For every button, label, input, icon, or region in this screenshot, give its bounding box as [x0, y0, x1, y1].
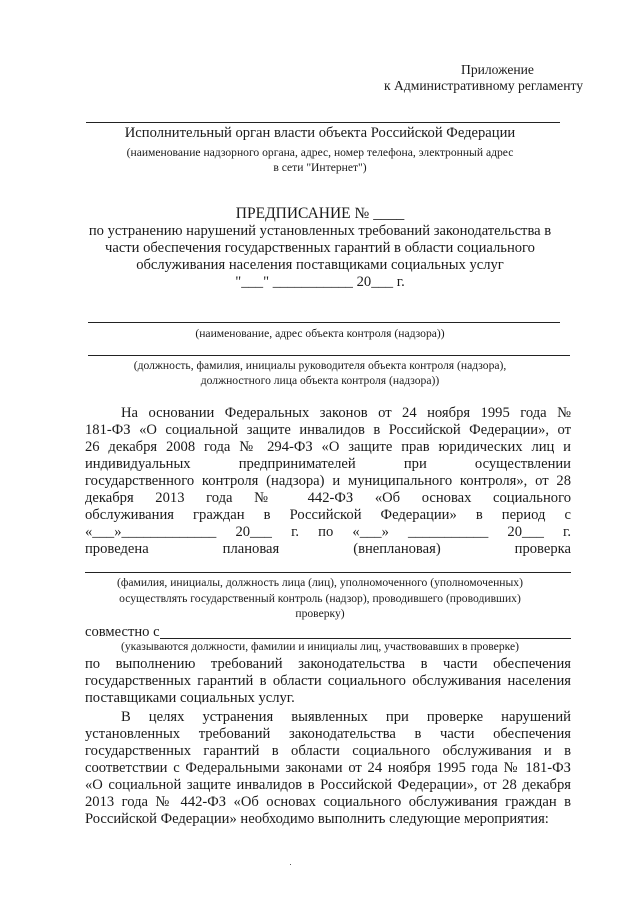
- order-date: "___" ___________ 20___ г.: [235, 274, 405, 290]
- body-p3-line: установленных требований законодательства в части обеспечения: [85, 726, 571, 742]
- jointly-label: совместно с: [85, 624, 160, 640]
- body-p1-line: обслуживания граждан в Российской Федерации» в период с: [85, 507, 571, 523]
- scan-speck: [290, 864, 291, 865]
- participants-note: (указываются должности, фамилии и инициалы лиц, участвовавших в проверке): [121, 640, 519, 653]
- object-head-note-1: (должность, фамилия, инициалы руководителя объекта контроля (надзора),: [133, 359, 507, 372]
- object-name-line: [88, 322, 560, 323]
- body-p2-line: поставщиками социальных услуг.: [85, 690, 295, 706]
- body-p3-line: 2013 года № 442-ФЗ «Об основах социального обслуживания граждан в: [85, 794, 571, 810]
- inspector-note-3: проверку): [295, 607, 345, 620]
- body-p1-line: государственного контроля (надзора) и муниципального контроля», от 28: [85, 473, 571, 489]
- body-p1-line: 26 декабря 2008 года № 294-ФЗ «О защите прав юридических лиц и: [85, 439, 571, 455]
- authority-title: Исполнительный орган власти объекта Российской Федерации: [124, 125, 516, 141]
- body-p3-line: соответствии с Федеральными законами от 24 ноября 1995 года № 181-ФЗ: [85, 760, 571, 776]
- body-p3-line: Российской Федерации» необходимо выполнить следующие мероприятия:: [85, 811, 549, 827]
- body-p1-line: индивидуальных предпринимателей при осуществлении: [85, 456, 571, 472]
- body-p1-line: проведена плановая (внеплановая) проверка: [85, 541, 571, 557]
- order-subtitle-2: части обеспечения государственных гарантий в области социального: [105, 240, 535, 256]
- order-subtitle-3: обслуживания населения поставщиками социальных услуг: [136, 257, 504, 273]
- object-name-note: (наименование, адрес объекта контроля (надзора)): [195, 327, 445, 340]
- body-p1-line: декабря 2013 года № 442-ФЗ «Об основах социального: [85, 490, 571, 506]
- authority-underline: [86, 122, 560, 123]
- appendix-label: Приложение: [461, 62, 534, 77]
- body-p3-line: государственных гарантий в области социального обслуживания и в: [85, 743, 571, 759]
- body-p1-period: «___»_____________ 20___ г. по «___» ___________ 20___ г.: [85, 524, 571, 540]
- inspector-line: [85, 572, 571, 573]
- body-p2-line: по выполнению требований законодательства в части обеспечения: [85, 656, 571, 672]
- authority-note-1: (наименование надзорного органа, адрес, номер телефона, электронный адрес: [126, 146, 514, 159]
- body-p1-line: На основании Федеральных законов от 24 ноября 1995 года №: [121, 405, 571, 421]
- jointly-line: [160, 638, 571, 639]
- body-p1-line: 181-ФЗ «О социальной защите инвалидов в Российской Федерации», от: [85, 422, 571, 438]
- order-subtitle-1: по устранению нарушений установленных требований законодательства в: [88, 223, 552, 239]
- object-head-line: [88, 355, 570, 356]
- body-p3-line: В целях устранения выявленных при проверке нарушений: [121, 709, 571, 725]
- inspector-note-1: (фамилия, инициалы, должность лица (лиц), уполномоченного (уполномоченных): [117, 576, 523, 589]
- order-title: ПРЕДПИСАНИЕ № ____: [235, 205, 405, 222]
- appendix-regulation: к Административному регламенту: [384, 78, 584, 93]
- object-head-note-2: должностного лица объекта контроля (надзора)): [200, 374, 440, 387]
- body-p2-line: государственных гарантий в области социального обслуживания населения: [85, 673, 571, 689]
- body-p3-line: «О социальной защите инвалидов в Российской Федерации», от 28 декабря: [85, 777, 571, 793]
- inspector-note-2: осуществлять государственный контроль (надзор), проводившего (проводивших): [119, 592, 521, 605]
- authority-note-2: в сети "Интернет"): [273, 161, 367, 174]
